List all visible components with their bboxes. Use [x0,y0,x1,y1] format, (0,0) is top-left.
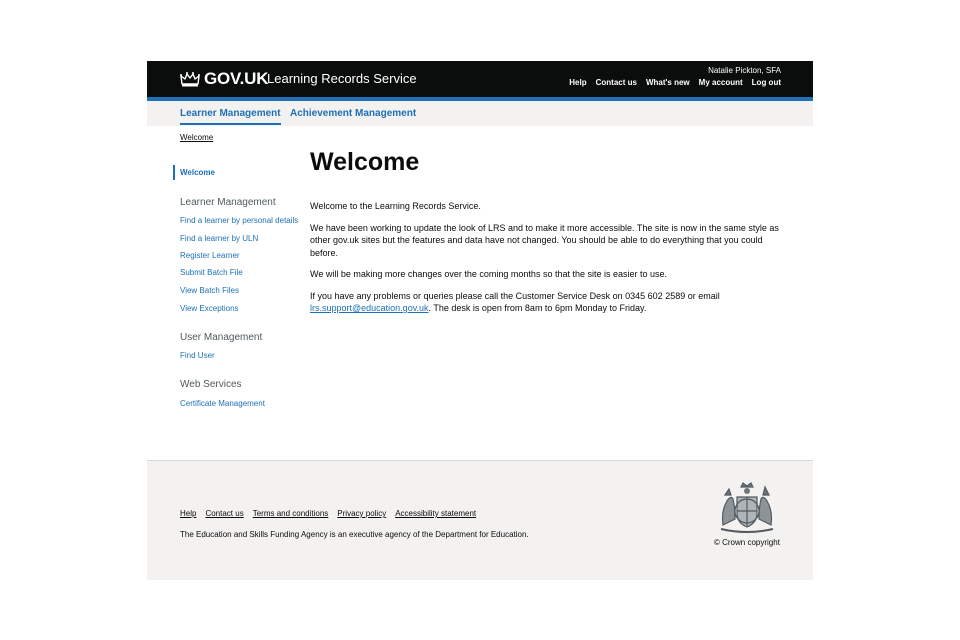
sidenav-link-certificate-management[interactable]: Certificate Management [180,399,265,408]
footer-link-terms[interactable]: Terms and conditions [252,509,329,518]
sidenav-link-find-learner-uln[interactable]: Find a learner by ULN [180,234,259,243]
sidenav-link-register-learner[interactable]: Register Learner [180,251,240,260]
header-link-help[interactable]: Help [569,78,587,87]
main-content [310,200,790,324]
sidenav-link-view-batch-files[interactable]: View Batch Files [180,286,239,295]
sub-navigation [147,101,813,126]
page-title: Welcome [310,148,420,176]
header-link-log-out[interactable]: Log out [751,78,781,87]
site-header [147,61,813,97]
footer-link-accessibility[interactable]: Accessibility statement [395,509,477,518]
changes-paragraph: We will be making more changes over the coming months so that the site is easier to use. [310,269,668,279]
update-paragraph: We have been working to update the look of LRS and to make it more accessible. The site is now in the same style as other gov.uk sites but the features and data have not changed. You should be able to do everything that you could before. [310,222,779,258]
site-footer [147,460,813,580]
footer-links [180,509,476,518]
logo-text: GOV.UK [204,69,269,88]
page-frame [147,61,813,580]
signed-in-user: Natalie Pickton, SFA [708,66,781,75]
support-email-link[interactable]: lrs.support@education.gov.uk [310,303,429,313]
tab-learner-management[interactable]: Learner Management [180,108,281,125]
royal-crest-icon [715,481,779,533]
header-link-whats-new[interactable]: What's new [645,78,690,87]
contact-text-after: . The desk is open from 8am to 6pm Monday to Friday. [428,303,647,313]
sidenav-item-welcome[interactable]: Welcome [173,165,215,180]
intro-paragraph: Welcome to the Learning Records Service. [310,201,481,211]
sidenav-heading-user-management: User Management [180,332,263,343]
contact-paragraph [310,290,790,315]
header-nav [569,78,781,87]
govuk-logo[interactable] [180,69,268,89]
crown-icon [180,71,200,87]
header-link-my-account[interactable]: My account [698,78,743,87]
sidenav-link-submit-batch-file[interactable]: Submit Batch File [180,268,243,277]
contact-text-before: If you have any problems or queries please call the Customer Service Desk on 0345 602 2589 or email [310,290,720,301]
footer-description: The Education and Skills Funding Agency is an executive agency of the Department for Education. [180,530,529,539]
footer-link-contact-us[interactable]: Contact us [205,509,244,518]
sidenav-link-find-learner-personal-details[interactable]: Find a learner by personal details [180,216,299,225]
sidenav-link-view-exceptions[interactable]: View Exceptions [180,304,239,313]
sidenav-link-find-user[interactable]: Find User [180,351,215,360]
sidenav-heading-learner-management: Learner Management [180,197,276,208]
crown-copyright[interactable]: © Crown copyright [714,538,780,547]
footer-link-privacy[interactable]: Privacy policy [337,509,387,518]
header-link-contact-us[interactable]: Contact us [595,78,637,87]
sidenav-heading-web-services: Web Services [180,379,242,390]
footer-link-help[interactable]: Help [180,509,197,518]
breadcrumb-welcome[interactable]: Welcome [180,133,214,142]
service-name[interactable]: Learning Records Service [267,71,417,86]
tab-achievement-management[interactable]: Achievement Management [290,108,417,119]
